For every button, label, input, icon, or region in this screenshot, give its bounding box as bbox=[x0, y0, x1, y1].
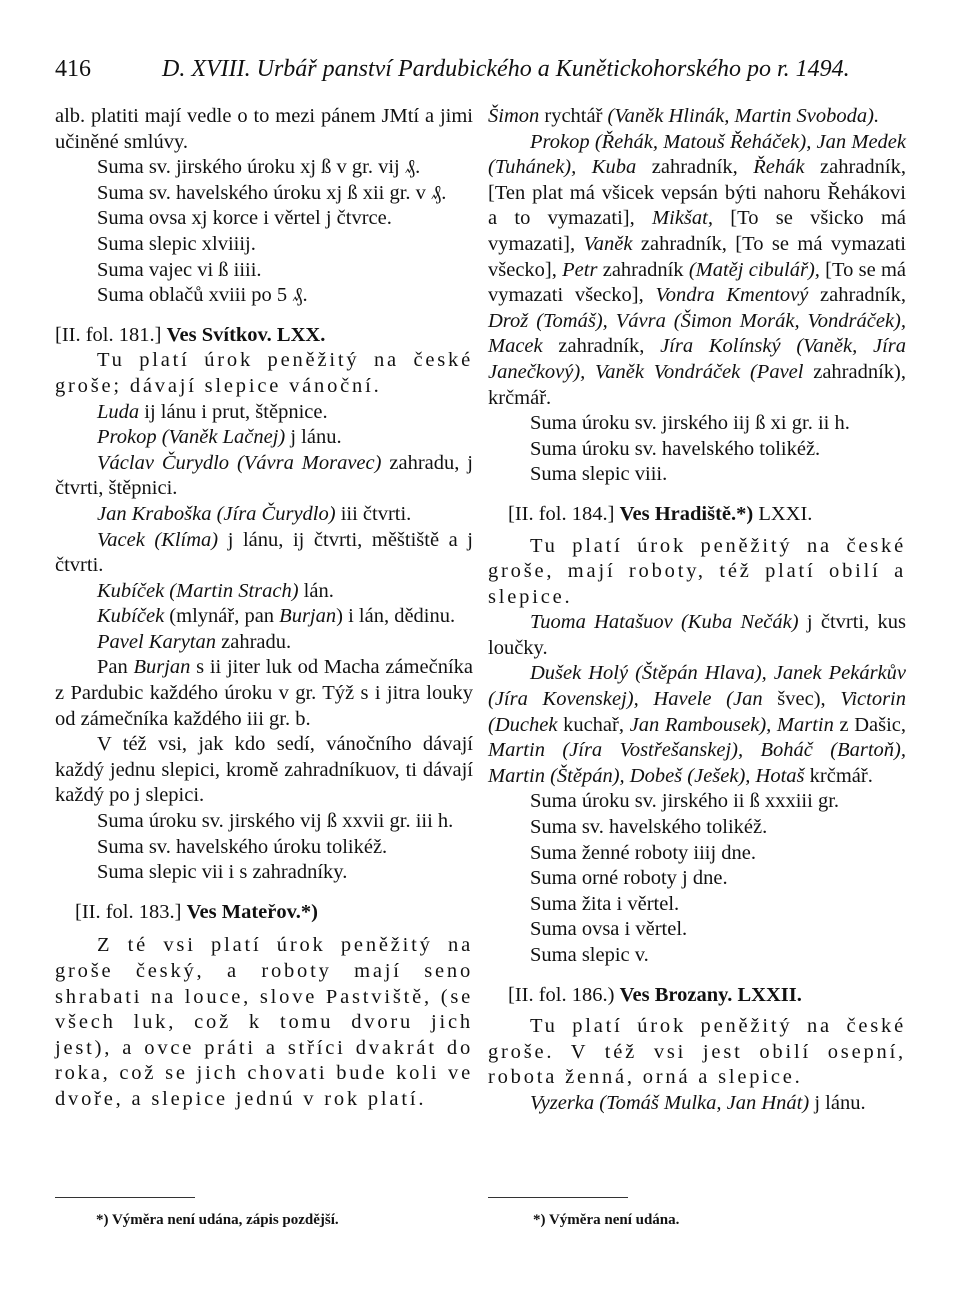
footnote: *) Výměra není udána. bbox=[533, 1212, 680, 1228]
page-header bbox=[55, 52, 905, 86]
right-column bbox=[488, 104, 906, 1117]
summary-line: Suma sv. havelského tolikéž. bbox=[530, 816, 768, 839]
entry: Luda ij lánu i prut, štěpnice. bbox=[97, 400, 328, 423]
entry: Vacek (Klíma) j lánu, ij čtvrti, měštiště a j čtvrti. bbox=[55, 528, 473, 577]
summary-line: Suma úroku sv. havelského tolikéž. bbox=[530, 437, 821, 460]
footnote: *) Výměra není udána, zápis pozdější. bbox=[96, 1212, 339, 1228]
footnote-rule bbox=[55, 1197, 195, 1198]
entry: Kubíček (mlynář, pan Burjan) i lán, dědinu. bbox=[97, 605, 456, 628]
entry: Kubíček (Martin Strach) lán. bbox=[97, 579, 334, 602]
entry: Václav Čurydlo (Vávra Moravec) zahradu, j čtvrti, štěpnici. bbox=[55, 451, 473, 500]
summary-line: Suma slepic viii. bbox=[530, 463, 668, 486]
summary-line: Suma ženné roboty iiij dne. bbox=[530, 841, 757, 864]
village-name: Ves Mateřov.*) bbox=[186, 900, 318, 923]
village-name: Ves Brozany. bbox=[619, 983, 733, 1006]
summary-line: Suma oblačů xviii po 5 ₰. bbox=[97, 284, 308, 307]
entry: Jan Kraboška (Jíra Čurydlo) iii čtvrti. bbox=[97, 502, 412, 525]
note-paragraph: V též vsi, jak kdo sedí, vánočního dávají každý jednu slepici, kromě zahradníkuov, ti dávají každý po j slepici. bbox=[55, 733, 473, 807]
section-intro: Tu platí úrok peněžitý na české groše; dávají slepice vánoční. bbox=[55, 349, 473, 397]
section-intro: Z té vsi platí úrok peněžitý na groše český, a roboty mají seno shrabati na louce, slove Pastviště, (se všech luk, což k tomu dvoru jich jest), a ovce práti a stříci dvakrát do roka, což se jich chovati bude koli ve dvoře, a slepice jednú v rok platí. bbox=[55, 934, 473, 1110]
paragraph: alb. platiti mají vedle o to mezi pánem JMtí a jimi učiněné smlúvy. bbox=[55, 105, 473, 153]
entry: Šimon rychtář (Vaněk Hlinák, Martin Svoboda). bbox=[488, 105, 880, 127]
left-column bbox=[55, 104, 473, 1113]
summary-line: Suma sv. havelského úroku xj ß xii gr. v ₰. bbox=[97, 181, 447, 204]
summary-line: Suma ovsa i věrtel. bbox=[530, 918, 688, 941]
page-number: 416 bbox=[55, 56, 91, 82]
section-heading: [II. fol. 184.] Ves Hradiště.*) LXXI. bbox=[508, 502, 813, 525]
summary-line: Suma sv. havelského úroku tolikéž. bbox=[97, 835, 388, 858]
entry: Prokop (Řehák, Matouš Řeháček), Jan Medek (Tuhánek), Kuba zahradník, Řehák zahradník, [Ten plat má všicek vepsán býti nahoru Řehákovi a to vymazati], Mikšat, [To se všicko má vymazati], Vaněk zahradník, [To se má vymazati všecko], Petr zahradník (Matěj cibulář), [To se má vymazati všecko], Vondra Kmentový zahradník, Drož (Tomáš), Vávra (Šimon Morák, Vondráček), Macek zahradník, Jíra Kolínský (Vaněk, Jíra Janečkový), Vaněk Vondráček (Pavel zahradník), krčmář. bbox=[488, 130, 907, 409]
section-heading: [II. fol. 186.) Ves Brozany. LXXII. bbox=[508, 983, 802, 1006]
village-name: Ves Hradiště.*) bbox=[619, 502, 754, 525]
entry: Dušek Holý (Štěpán Hlava), Janek Pekárkův (Jíra Kovenskej), Havele (Jan švec), Victorin (Duchek kuchař, Jan Rambousek), Martin z Dašic, Martin (Jíra Vostřešanskej), Boháč (Bartoň), Martin (Štěpán), Dobeš (Ješek), Hotaš krčmář. bbox=[488, 662, 906, 787]
summary-line: Suma sv. jirského úroku xj ß v gr. vij ₰. bbox=[97, 156, 421, 179]
village-name: Ves Svítkov. bbox=[166, 323, 272, 346]
section-heading: [II. fol. 183.] Ves Mateřov.*) bbox=[75, 900, 318, 923]
entry: Vyzerka (Tomáš Mulka, Jan Hnát) j lánu. bbox=[530, 1091, 866, 1114]
section-heading: [II. fol. 181.] Ves Svítkov. LXX. bbox=[55, 323, 326, 346]
summary-line: Suma ovsa xj korce i věrtel j čtvrce. bbox=[97, 207, 392, 230]
summary-line: Suma slepic xlviiij. bbox=[97, 232, 256, 255]
summary-line: Suma orné roboty j dne. bbox=[530, 867, 728, 890]
footnote-rule bbox=[488, 1197, 628, 1198]
summary-line: Suma slepic v. bbox=[530, 944, 649, 966]
summary-line: Suma vajec vi ß iiii. bbox=[97, 258, 262, 281]
entry: Pan Burjan s ii jiter luk od Macha zámečníka z Pardubic každého úroku v gr. Týž s i jitra louky od zámečníka každého iii gr. b. bbox=[55, 656, 473, 730]
running-title: D. XVIII. Urbář panství Pardubického a Kunětickohorského po r. 1494. bbox=[162, 56, 850, 82]
entry: Prokop (Vaněk Lačnej) j lánu. bbox=[97, 426, 342, 449]
summary-line: Suma úroku sv. jirského iij ß xi gr. ii h. bbox=[530, 412, 850, 435]
summary-line: Suma žita i věrtel. bbox=[530, 892, 680, 915]
section-intro: Tu platí úrok peněžitý na české groše, mají roboty, též platí obilí a slepice. bbox=[488, 534, 906, 608]
section-intro: Tu platí úrok peněžitý na české groše. V též vsi jest obilí osepní, robota ženná, orná a slepice. bbox=[488, 1015, 906, 1089]
entry: Pavel Karytan zahradu. bbox=[97, 630, 292, 653]
entry: Tuoma Hatašuov (Kuba Nečák) j čtvrti, kus loučky. bbox=[488, 611, 907, 659]
summary-line: Suma úroku sv. jirského vij ß xxvii gr. iii h. bbox=[97, 810, 454, 833]
summary-line: Suma slepic vii i s zahradníky. bbox=[97, 861, 348, 884]
summary-line: Suma úroku sv. jirského ii ß xxxiii gr. bbox=[530, 790, 840, 813]
